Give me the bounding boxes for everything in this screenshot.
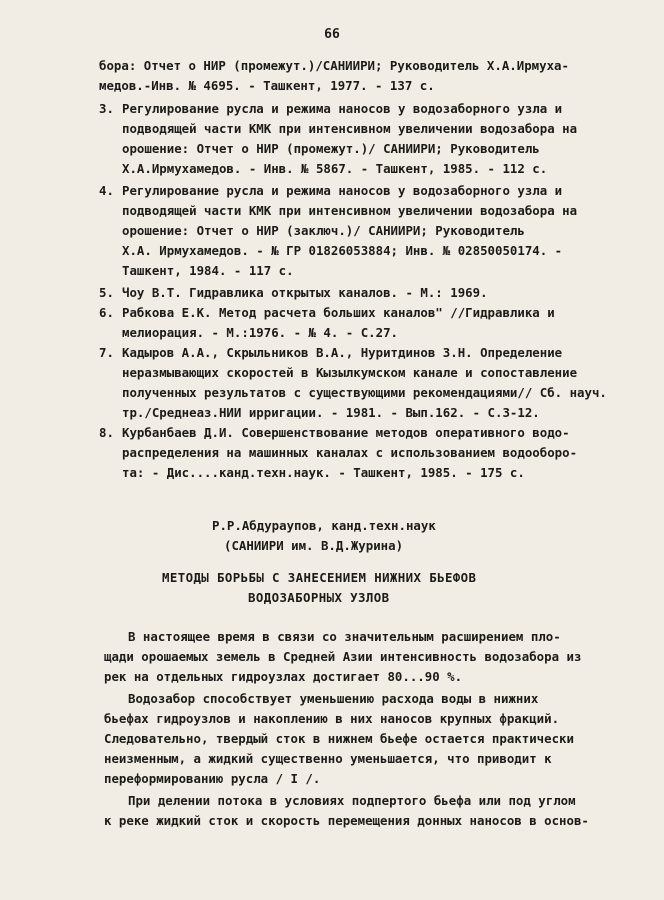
reference-line: орошение: Отчет о НИР (заключ.)/ САНИИРИ; Руководитель xyxy=(122,223,525,238)
reference-number: 8. xyxy=(99,425,114,440)
reference-line: тр./Среднеаз.НИИ ирригации. - 1981. - Вып.162. - С.3-12. xyxy=(122,405,540,420)
reference-line: Кадыров А.А., Скрыльников В.А., Нуритдинов З.Н. Определение xyxy=(122,345,563,360)
body-line: бьефах гидроузлов и накоплению в них наносов крупных фракций. xyxy=(104,711,560,726)
reference-line: Х.А. Ирмухамедов. - № ГР 01826053884; Инв. № 02850050174. - xyxy=(122,243,563,258)
page-number: 66 xyxy=(324,27,340,42)
reference-line: Х.А.Ирмухамедов. - Инв. № 5867. - Ташкент, 1985. - 112 с. xyxy=(122,161,548,176)
reference-line: орошение: Отчет о НИР (промежут.)/ САНИИРИ; Руководитель xyxy=(122,141,540,156)
body-line: щади орошаемых земель в Средней Азии интенсивность водозабора из xyxy=(104,649,582,664)
body-line: Водозабор способствует уменьшению расхода воды в нижних xyxy=(128,691,539,706)
body-line: Следовательно, твердый сток в нижнем бьефе остается практически xyxy=(104,731,574,746)
body-line: рек на отдельных гидроузлах достигает 80...90 %. xyxy=(104,669,463,684)
body-line: В настоящее время в связи со значительным расширением пло- xyxy=(128,629,561,644)
body-line: переформированию русла / I /. xyxy=(104,771,321,786)
article-title: ВОДОЗАБОРНЫХ УЗЛОВ xyxy=(248,590,390,605)
body-line: При делении потока в условиях подпертого бьефа или под углом xyxy=(128,793,576,808)
reference-line: подводящей части КМК при интенсивном увеличении водозабора на xyxy=(122,203,578,218)
reference-line: полученных результатов с существующими рекомендациями// Сб. науч. xyxy=(122,385,607,400)
reference-number: 7. xyxy=(99,345,114,360)
author-name: Р.Р.Абдураупов, канд.техн.наук xyxy=(212,518,436,533)
reference-line: неразмывающих скоростей в Кызылкумском канале и сопоставление xyxy=(122,365,578,380)
article-title: МЕТОДЫ БОРЬБЫ С ЗАНЕСЕНИЕМ НИЖНИХ БЬЕФОВ xyxy=(162,570,477,585)
reference-number: 4. xyxy=(99,183,114,198)
reference-line: подводящей части КМК при интенсивном увеличении водозабора на xyxy=(122,121,578,136)
reference-line: Ташкент, 1984. - 117 с. xyxy=(122,263,294,278)
reference-line: Регулирование русла и режима наносов у водозаборного узла и xyxy=(122,101,563,116)
author-affiliation: (САНИИРИ им. В.Д.Журина) xyxy=(224,538,404,553)
reference-line: Рабкова Е.К. Метод расчета больших каналов" //Гидравлика и xyxy=(122,305,555,320)
reference-number: 6. xyxy=(99,305,114,320)
reference-continued-line: бора: Отчет о НИР (промежут.)/САНИИРИ; Руководитель Х.А.Ирмуха- xyxy=(99,58,569,73)
reference-line: Регулирование русла и режима наносов у водозаборного узла и xyxy=(122,183,563,198)
reference-number: 3. xyxy=(99,101,114,116)
reference-number: 5. xyxy=(99,285,114,300)
body-line: неизменным, а жидкий существенно уменьшается, что приводит к xyxy=(104,751,552,766)
reference-line: распределения на машинных каналах с использованием водооборо- xyxy=(122,445,578,460)
reference-continued-line: медов.-Инв. № 4695. - Ташкент, 1977. - 137 с. xyxy=(99,78,435,93)
reference-line: Курбанбаев Д.И. Совершенствование методов оперативного водо- xyxy=(122,425,570,440)
reference-line: мелиорация. - М.:1976. - № 4. - С.27. xyxy=(122,325,399,340)
reference-line: та: - Дис....канд.техн.наук. - Ташкент, 1985. - 175 с. xyxy=(122,465,525,480)
body-line: к реке жидкий сток и скорость перемещения донных наносов в основ- xyxy=(104,813,589,828)
reference-line: Чоу В.Т. Гидравлика открытых каналов. - М.: 1969. xyxy=(122,285,488,300)
